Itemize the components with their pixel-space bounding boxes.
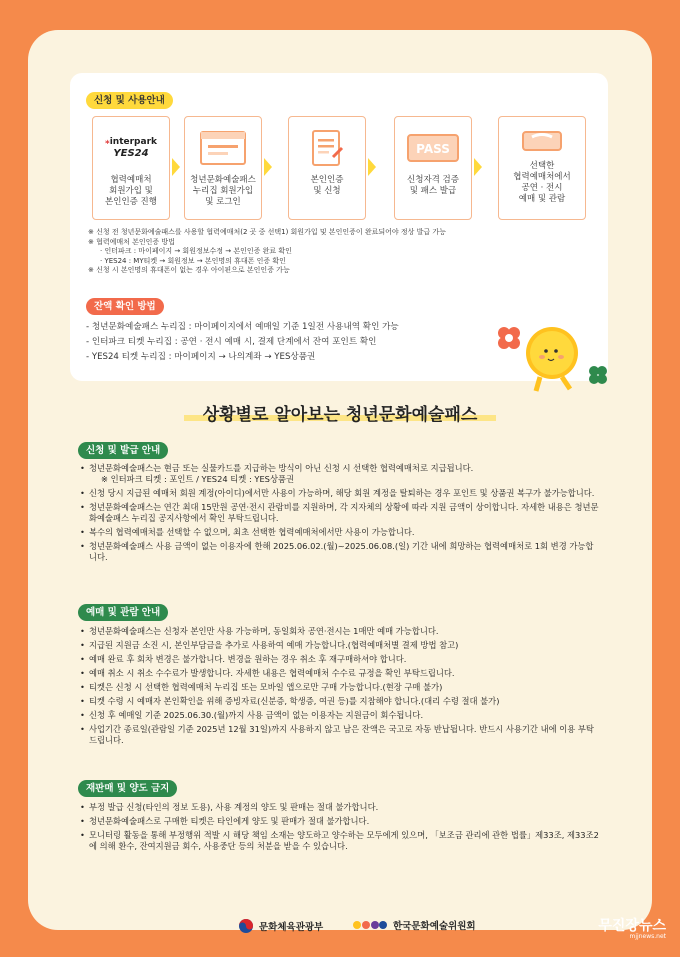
balance-item: - 청년문화예술패스 누리집 : 마이페이지에서 예매일 기준 1일전 사용내역 확인 가능 bbox=[86, 322, 399, 332]
clover-icon bbox=[589, 366, 607, 384]
council-logo bbox=[352, 918, 476, 932]
note-line: ※ 신청 시 본인명의 휴대폰이 없는 경우 아이핀으로 본인인증 가능 bbox=[88, 266, 290, 274]
step-4 bbox=[394, 116, 472, 220]
council-name: 한국문화예술위원회 bbox=[393, 921, 476, 932]
list-item: • 복수의 협력예매처를 선택할 수 없으며, 최초 선택한 협력예매처에서만 사용이 가능합니다. bbox=[80, 527, 600, 538]
browser-window-icon bbox=[185, 123, 261, 173]
step-label: 신청자격 검증 및 패스 발급 bbox=[407, 175, 459, 196]
list-item: • 예매 취소 시 취소 수수료가 발생합니다. 자세한 내용은 협력예매처 수수료 규정을 확인 부탁드립니다. bbox=[80, 668, 600, 679]
pass-card-icon bbox=[395, 123, 471, 173]
ministry-logo bbox=[238, 918, 323, 934]
flower-icon bbox=[498, 327, 520, 349]
item-text: 청년문화예술패스는 현금 또는 실물카드를 지급하는 방식이 아닌 신청 시 선택한 협력예매처로 지급됩니다. bbox=[89, 463, 474, 473]
svg-text:PASS: PASS bbox=[416, 142, 450, 156]
step-label: 청년문화예술패스 누리집 회원가입 및 로그인 bbox=[190, 175, 256, 207]
list-item: • 청년문화예술패스로 구매한 티켓은 타인에게 양도 및 판매가 절대 불가합니다. bbox=[80, 816, 600, 827]
interpark-yes24-logo: ⁎interpark YES24 bbox=[105, 137, 157, 159]
section-pill-issue: 신청 및 발급 안내 bbox=[78, 442, 168, 459]
note-line: · 인터파크 : 마이페이지 → 회원정보수정 → 본인인증 완료 확인 bbox=[100, 247, 292, 255]
list-item: • 청년문화예술패스 사용 금액이 없는 이용자에 한해 2025.06.02.(월)~2025.06.08.(일) 기간 내에 희망하는 협력예매처로 1회 변경 가능합니다. bbox=[80, 541, 600, 563]
watermark-name: 무진장뉴스 bbox=[598, 918, 666, 934]
mascot-illustration bbox=[490, 315, 610, 395]
note-line: ※ 신청 전 청년문화예술패스를 사용할 협력예매처(2 곳 중 선택1) 회원가입 및 본인인증이 완료되어야 정상 발급 가능 bbox=[88, 228, 446, 236]
list-item: • 티켓 수령 시 예매자 본인확인을 위해 증빙자료(신분증, 학생증, 여권 등)를 지참해야 합니다.(대리 수령 절대 불가) bbox=[80, 696, 600, 707]
list-item: • 부정 발급 신청(타인의 정보 도용), 사용 계정의 양도 및 판매는 절대 불가합니다. bbox=[80, 802, 600, 813]
interpark-logo-text: interpark bbox=[109, 137, 157, 147]
step-2 bbox=[184, 116, 262, 220]
ticket-icon bbox=[499, 123, 585, 159]
section-pill-resale: 재판매 및 양도 금지 bbox=[78, 780, 177, 797]
balance-list bbox=[86, 320, 399, 365]
list-item: • 모니터링 활동을 통해 부정행위 적발 시 해당 책임 소재는 양도하고 양수하는 모두에게 있으며, 「보조금 관리에 관한 법률」제33조, 제33조2에 의해 환수, 잔여지원금 회수, 사용중단 등의 처분을 받을 수 있습니다. bbox=[80, 830, 600, 852]
note-line: ※ 협력예매처 본인인증 방법 bbox=[88, 237, 175, 246]
section-pill-apply-usage: 신청 및 사용안내 bbox=[86, 92, 173, 109]
step-3 bbox=[288, 116, 366, 220]
arko-dots-icon bbox=[352, 919, 388, 931]
document-icon bbox=[289, 123, 365, 173]
page-title: 상황별로 알아보는 청년문화예술패스 bbox=[202, 405, 478, 425]
booking-list bbox=[80, 626, 600, 749]
ministry-name: 문화체육관광부 bbox=[259, 922, 324, 933]
list-item bbox=[80, 463, 600, 485]
issue-list bbox=[80, 463, 600, 566]
section-pill-booking: 예매 및 관람 안내 bbox=[78, 604, 168, 621]
balance-item: - YES24 티켓 누리집 : 마이페이지 → 나의계좌 → YES상품권 bbox=[86, 352, 316, 362]
list-item: • 지급된 지원금 소진 시, 본인부담금을 추가로 사용하여 예매 가능합니다.(협력예매처별 결제 방법 참고) bbox=[80, 640, 600, 651]
arrow-icon bbox=[264, 158, 272, 176]
arrow-icon bbox=[172, 158, 180, 176]
step-label: 협력예매처 회원가입 및 본인인증 진행 bbox=[105, 175, 157, 207]
list-item: • 신청 당시 지급된 예매처 회원 계정(아이디)에서만 사용이 가능하며, 해당 회원 계정을 탈퇴하는 경우 포인트 및 상품권 복구가 불가능합니다. bbox=[80, 488, 600, 499]
step-1 bbox=[92, 116, 170, 220]
watermark-url: mjjnews.net bbox=[629, 933, 666, 940]
list-item: • 티켓은 신청 시 선택한 협력예매처 누리집 또는 모바일 앱으로만 구매 가능합니다.(현장 구매 불가) bbox=[80, 682, 600, 693]
watermark bbox=[598, 915, 666, 940]
list-item: • 청년문화예술패스는 신청자 본인만 사용 가능하며, 동일회차 공연·전시는 1매만 예매 가능합니다. bbox=[80, 626, 600, 637]
arrow-icon bbox=[368, 158, 376, 176]
note-line: · YES24 : MY티켓 → 회원정보 → 본인명의 휴대폰 인증 확인 bbox=[100, 256, 286, 265]
list-item: • 예매 완료 후 회차 변경은 불가합니다. 변경을 원하는 경우 취소 후 재구매하셔야 합니다. bbox=[80, 654, 600, 665]
signup-notes bbox=[88, 228, 598, 276]
section-pill-balance: 잔액 확인 방법 bbox=[86, 298, 164, 315]
yes24-logo-text: YES24 bbox=[113, 148, 149, 159]
item-subnote: ※ 인터파크 티켓 : 포인트 / YES24 티켓 : YES상품권 bbox=[101, 474, 294, 484]
arrow-icon bbox=[474, 158, 482, 176]
resale-list bbox=[80, 802, 600, 855]
list-item: • 신청 후 예매일 기준 2025.06.30.(월)까지 사용 금액이 없는 이용자는 지원금이 회수됩니다. bbox=[80, 710, 600, 721]
step-label: 선택한 협력예매처에서 공연 · 전시 예매 및 관람 bbox=[513, 161, 571, 204]
list-item: • 사업기간 종료일(관람일 기준 2025년 12월 31일)까지 사용하지 않고 남은 잔액은 국고로 자동 반납됩니다. 반드시 사용기간 내에 이용 부탁드립니다. bbox=[80, 724, 600, 746]
step-label: 본인인증 및 신청 bbox=[310, 175, 344, 196]
step-5 bbox=[498, 116, 586, 220]
list-item: • 청년문화예술패스는 연간 최대 15만원 공연·전시 관람비를 지원하며, 각 지자체의 상황에 따라 지원 금액이 상이합니다. 자세한 내용은 청년문화예술패스 누리집 공지사항에서 확인 부탁드립니다. bbox=[80, 502, 600, 524]
balance-item: - 인터파크 티켓 누리집 : 공연 · 전시 예매 시, 결제 단계에서 잔여 포인트 확인 bbox=[86, 337, 377, 347]
taegeuk-icon bbox=[238, 918, 254, 934]
